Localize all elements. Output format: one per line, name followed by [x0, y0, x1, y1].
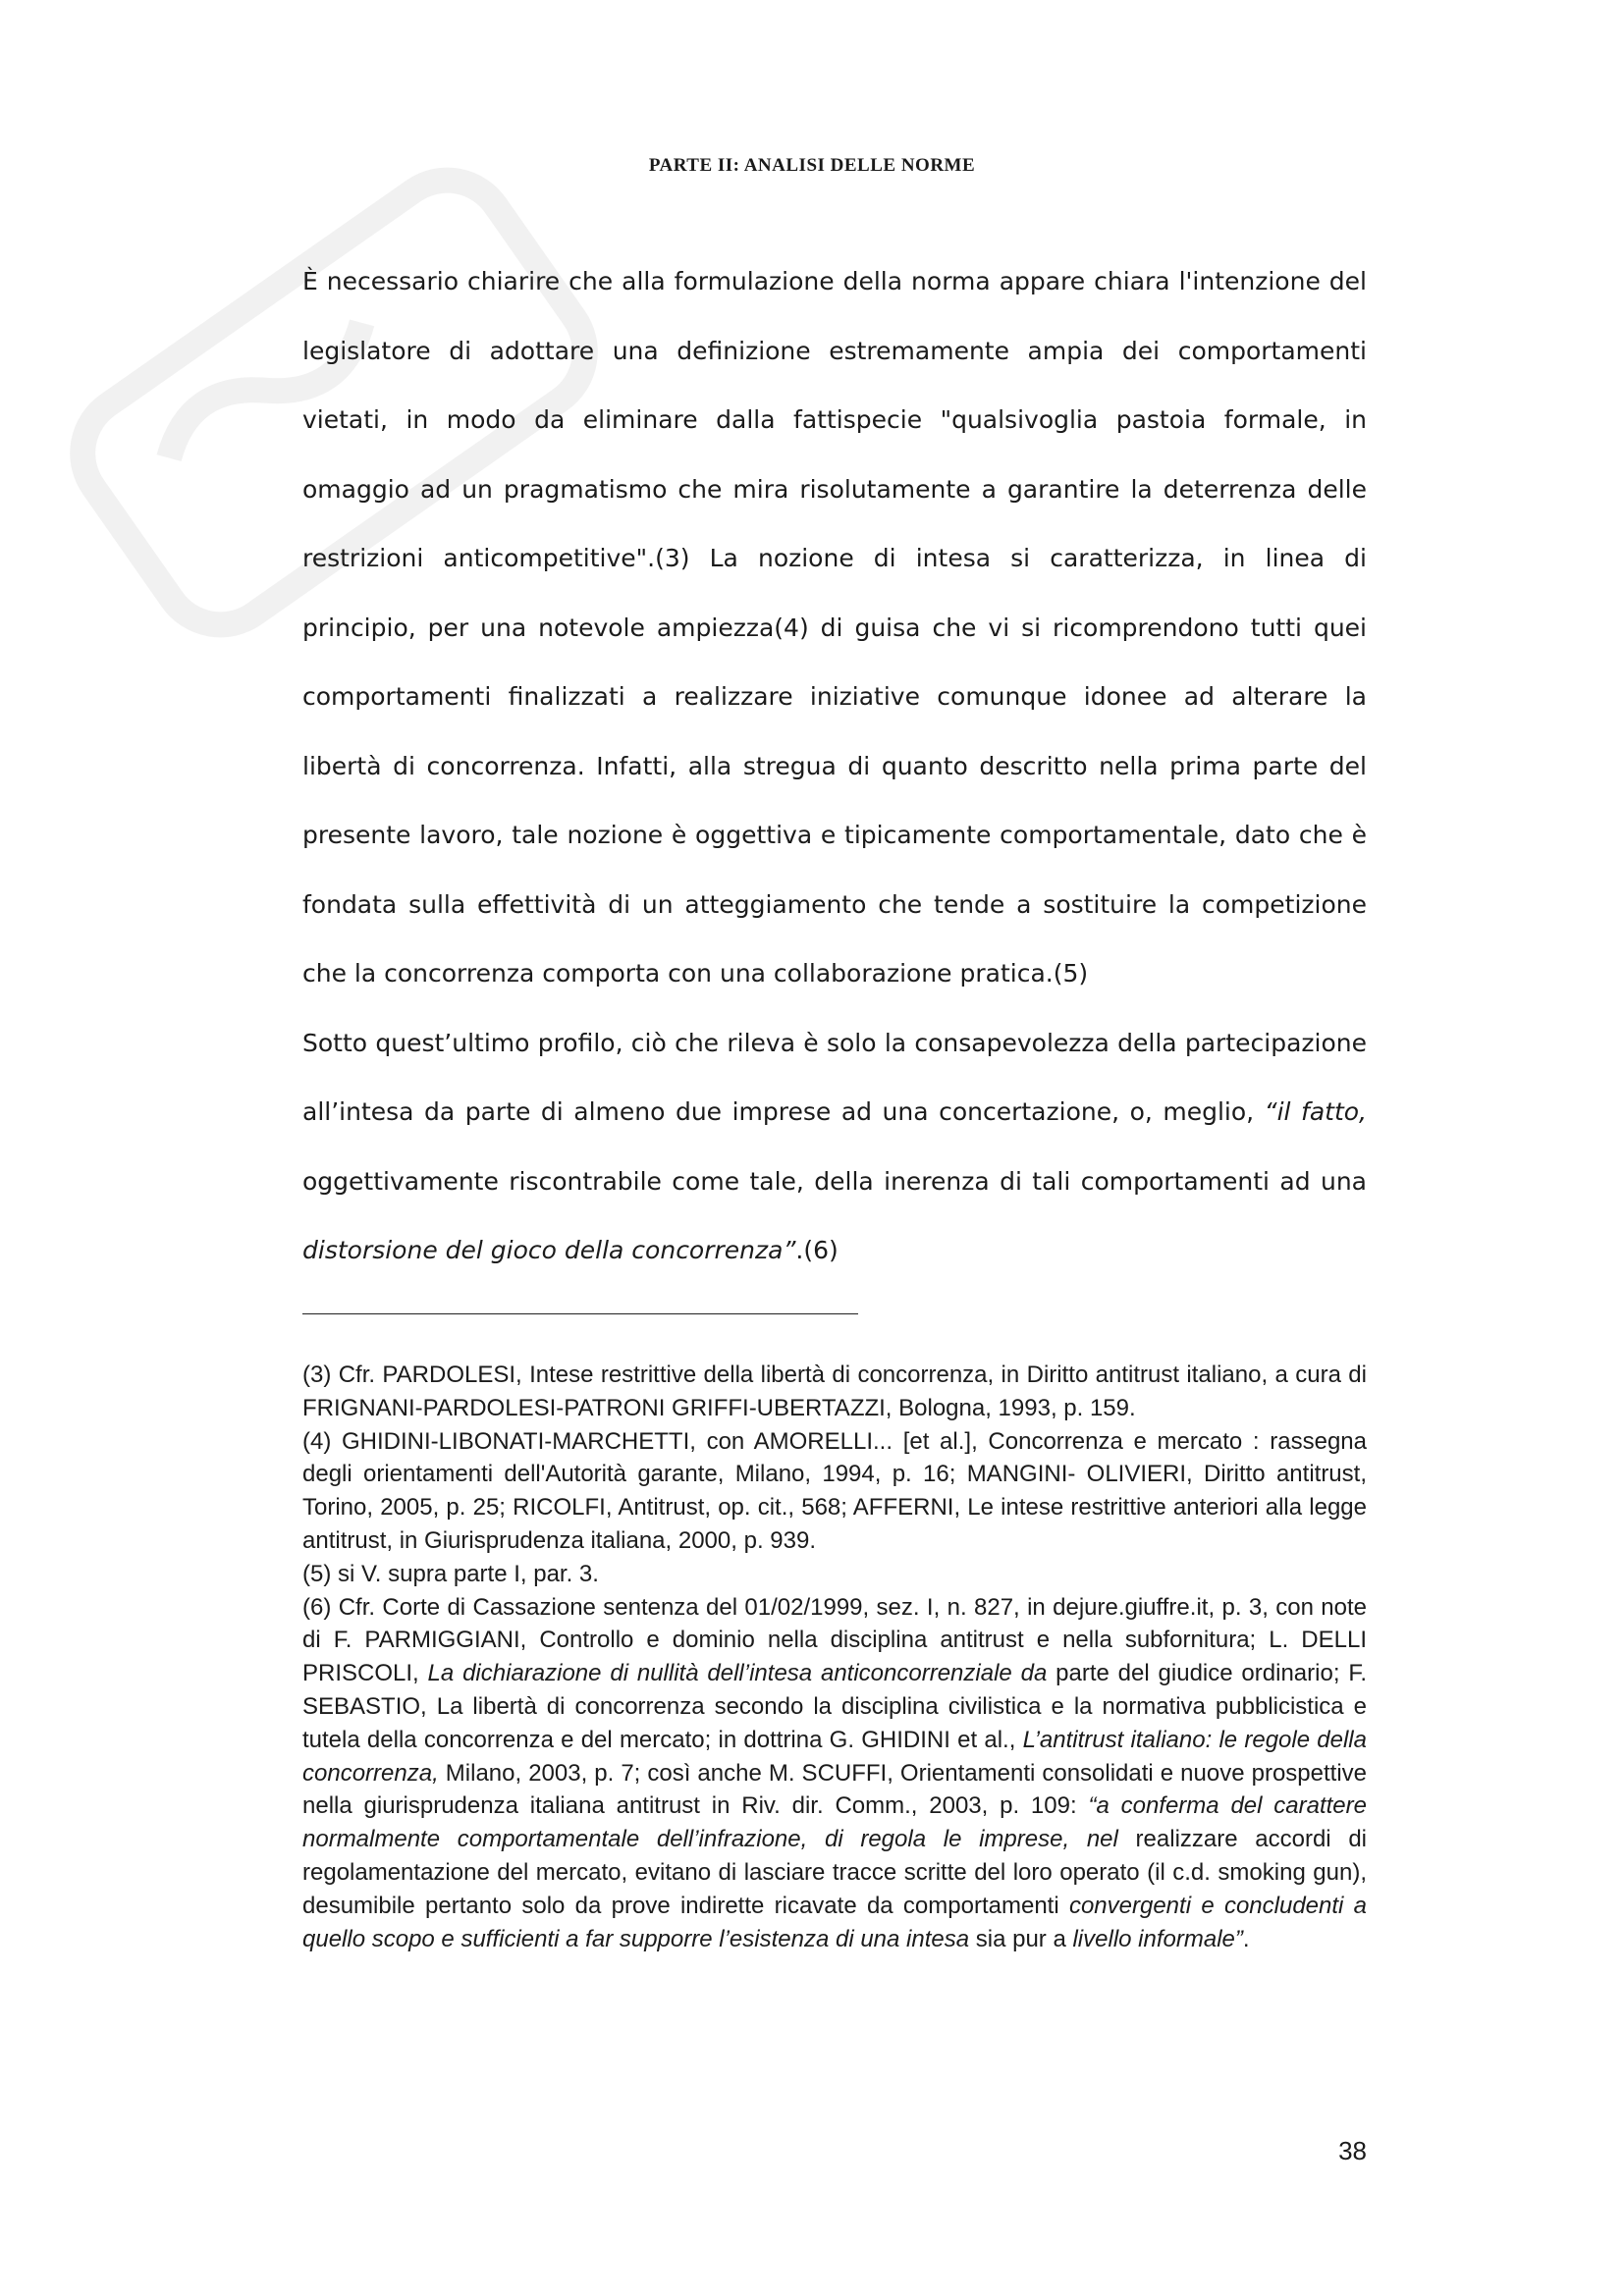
paragraph-2 [302, 1009, 1367, 1286]
footnotes [302, 1359, 1367, 1955]
footnote-6-part-k: . [1242, 1925, 1250, 1952]
main-text [302, 247, 1367, 1286]
paragraph-2-part-c: oggettivamente riscontrabile come tale, della inerenza di tali comportamenti ad una [302, 1166, 1367, 1196]
footnote-6-quote-2: convergenti e concludenti a quello scopo e sufficienti a far supporre l’esistenza di una intesa [302, 1892, 1367, 1952]
footnote-6-part-i: sia pur a [969, 1925, 1073, 1952]
paragraph-2-quote-end: distorsione del gioco della concorrenza” [302, 1236, 796, 1264]
footnote-6 [302, 1591, 1367, 1956]
footnote-6-part-c: parte del giudice ordinario; F. SEBASTIO, La libertà di concorrenza secondo la disciplina civilistica e la normativa pubblicistica e tutela della concorrenza e del mercato; in dottrina G. GHIDINI et al., [302, 1660, 1367, 1753]
page-header: PARTE II: ANALISI DELLE NORME [648, 155, 976, 176]
footnote-3: (3) Cfr. PARDOLESI, Intese restrittive della libertà di concorrenza, in Diritto antitrust italiano, a cura di FRIGNANI-PARDOLESI-PATRONI GRIFFI-UBERTAZZI, Bologna, 1993, p. 159. [302, 1362, 1367, 1421]
footnote-6-part-a: (6) Cfr. Corte di Cassazione sentenza del 01/02/1999, sez. I, n. 827, in dejure.giuffre.it, p. 3, con note di F. PARMIGGIANI, Controllo e dominio nella disciplina antitrust e nella subfornitura; L. DELLI PRISCOLI, [302, 1593, 1367, 1687]
paragraph-2-part-a: Sotto quest’ultimo profilo, ciò che rileva è solo la consapevolezza della partecipazione all’intesa da parte di almeno due imprese ad una concertazione, o, meglio, [302, 1028, 1367, 1126]
footnote-6-title-1: La dichiarazione di nullità dell’intesa anticoncorrenziale da [427, 1660, 1048, 1687]
paragraph-2-ref: .(6) [795, 1236, 839, 1264]
footnote-6-part-g: realizzare accordi di regolamentazione del mercato, evitano di lasciare tracce scritte del loro operato (il c.d. smoking gun), desumibile pertanto solo da prove indirette ricavate da comportamenti [302, 1826, 1368, 1919]
footnote-6-part-e: Milano, 2003, p. 7; così anche M. SCUFFI, Orientamenti consolidati e nuove prospettive nella giurisprudenza italiana antitrust in Riv. dir. Comm., 2003, p. 109: [302, 1759, 1367, 1820]
paragraph-2-quote-start: “il fatto, [1264, 1097, 1367, 1126]
footnote-separator [302, 1313, 858, 1314]
page-number: 38 [1338, 2136, 1367, 2165]
footnote-6-quote-1: “a conferma del carattere normalmente comportamentale dell’infrazione, di regola le imprese, nel [302, 1792, 1367, 1853]
footnote-6-quote-3: livello informale” [1072, 1925, 1243, 1952]
footnote-6-title-2: L’antitrust italiano: le regole della concorrenza, [302, 1726, 1367, 1787]
footnote-5: (5) si V. supra parte I, par. 3. [302, 1560, 599, 1587]
footnote-4: (4) GHIDINI-LIBONATI-MARCHETTI, con AMORELLI... [et al.], Concorrenza e mercato : rassegna degli orientamenti dell'Autorità garante, Milano, 1994, p. 16; MANGINI- OLIVIERI, Diritto antitrust, Torino, 2005, p. 25; RICOLFI, Antitrust, op. cit., 568; AFFERNI, Le intese restrittive anteriori alla legge antitrust, in Giurisprudenza italiana, 2000, p. 939. [302, 1427, 1367, 1554]
paragraph-1: È necessario chiarire che alla formulazione della norma appare chiara l'intenzione del legislatore di adottare una definizione estremamente ampia dei comportamenti vietati, in modo da eliminare dalla fattispecie "qualsivoglia pastoia formale, in omaggio ad un pragmatismo che mira risolutamente a garantire la deterrenza delle restrizioni anticompetitive".(3) La nozione di intesa si caratterizza, in linea di principio, per una notevole ampiezza(4) di guisa che vi si ricomprendono tutti quei comportamenti finalizzati a realizzare iniziative comunque idonee ad alterare la libertà di concorrenza. Infatti, alla stregua di quanto descritto nella prima parte del presente lavoro, tale nozione è oggettiva e tipicamente comportamentale, dato che è fondata sulla effettività di un atteggiamento che tende a sostituire la competizione che la concorrenza comporta con una collaborazione pratica.(5) [302, 267, 1367, 988]
